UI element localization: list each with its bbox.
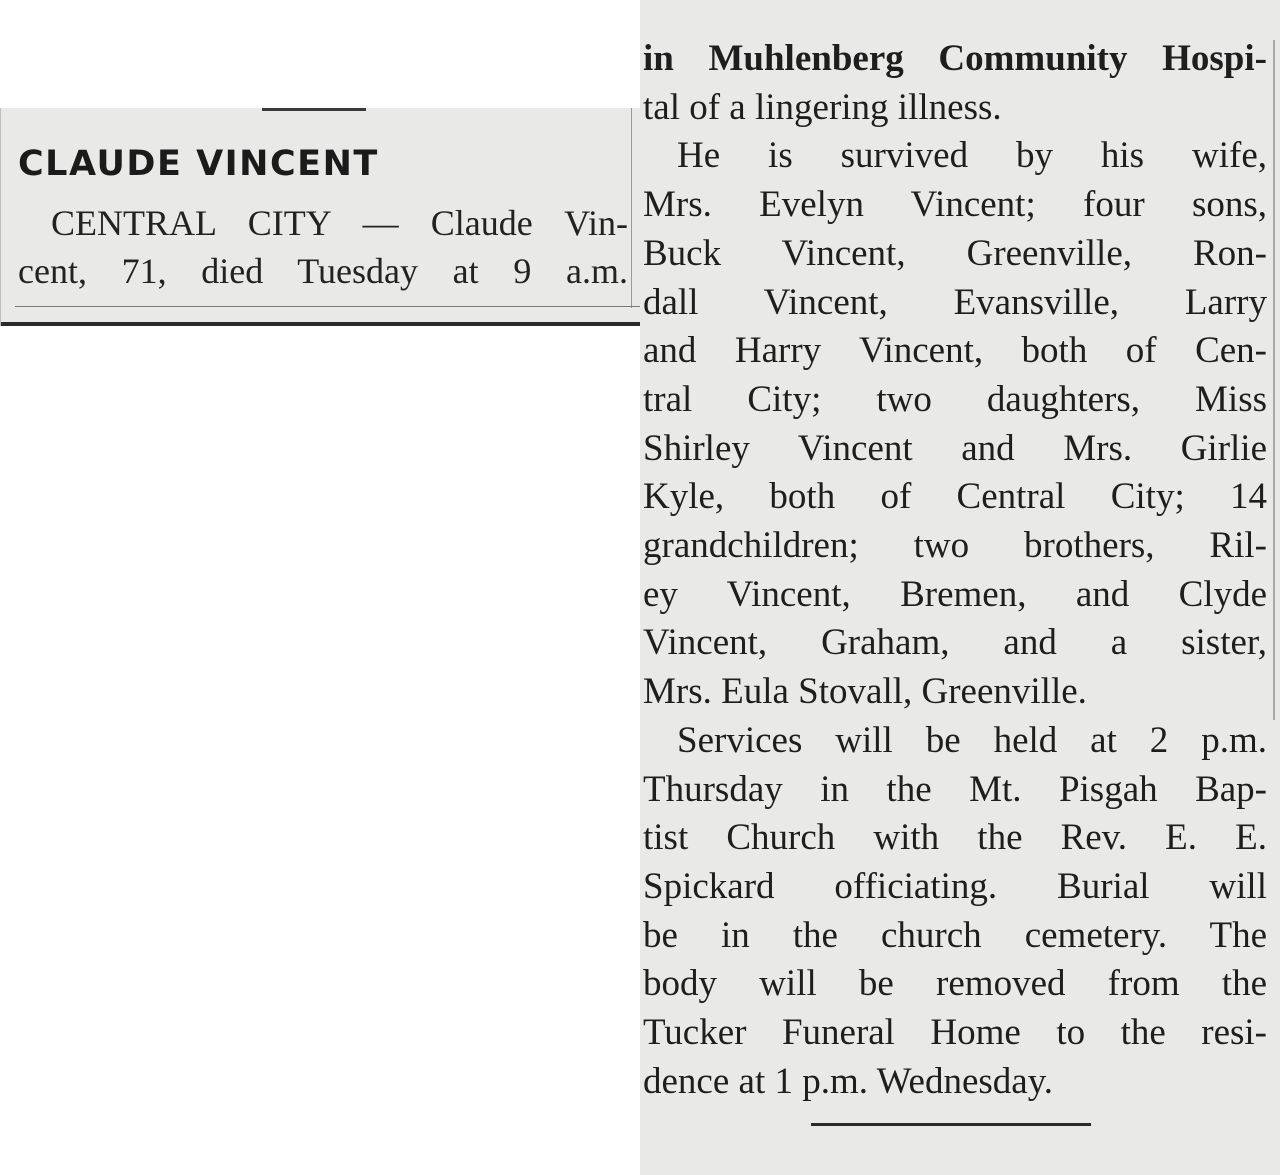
body-line: tist Church with the Rev. E. E. [643, 817, 1267, 859]
obituary-clipping-top [0, 108, 640, 326]
separator-rule [262, 108, 366, 111]
obituary-clipping-continuation [640, 0, 1280, 1175]
body-line: Buck Vincent, Greenville, Ron- [643, 232, 1267, 274]
obituary-body-text [643, 35, 1267, 1106]
body-line: tral City; two daughters, Miss [643, 378, 1267, 420]
separator-rule [1, 322, 641, 326]
column-divider [1273, 40, 1275, 720]
body-line: dence at 1 p.m. Wednesday. [643, 1060, 1054, 1102]
body-line: body will be removed from the [643, 963, 1267, 1005]
body-line: and Harry Vincent, both of Cen- [643, 330, 1267, 372]
body-line: Thursday in the Mt. Pisgah Bap- [643, 768, 1267, 810]
body-line: Services will be held at 2 p.m. [677, 719, 1267, 761]
body-line: ey Vincent, Bremen, and Clyde [643, 573, 1267, 615]
lead-line: cent, 71, died Tuesday at 9 a.m. [18, 251, 628, 291]
obituary-lead-paragraph [18, 199, 628, 295]
body-line: Vincent, Graham, and a sister, [643, 622, 1267, 664]
lead-line: CENTRAL CITY — Claude Vin- [51, 203, 628, 243]
body-line: Mrs. Evelyn Vincent; four sons, [643, 184, 1267, 226]
body-line: in Muhlenberg Community Hospi- [643, 38, 1267, 79]
obituary-headline: CLAUDE VINCENT [18, 144, 379, 184]
body-line: Tucker Funeral Home to the resi- [643, 1012, 1267, 1054]
column-divider [631, 108, 632, 308]
body-line: Kyle, both of Central City; 14 [643, 476, 1267, 518]
body-line: He is survived by his wife, [677, 135, 1267, 177]
body-line: Mrs. Eula Stovall, Greenville. [643, 671, 1087, 713]
body-line: Shirley Vincent and Mrs. Girlie [643, 427, 1267, 469]
body-line: dall Vincent, Evansville, Larry [643, 281, 1267, 323]
body-line: grandchildren; two brothers, Ril- [643, 525, 1267, 567]
body-line: Spickard officiating. Burial will [643, 865, 1267, 907]
body-line: be in the church cemetery. The [643, 914, 1267, 956]
end-separator-rule [811, 1123, 1091, 1126]
separator-rule [15, 306, 641, 307]
body-line: tal of a lingering illness. [643, 86, 1002, 128]
